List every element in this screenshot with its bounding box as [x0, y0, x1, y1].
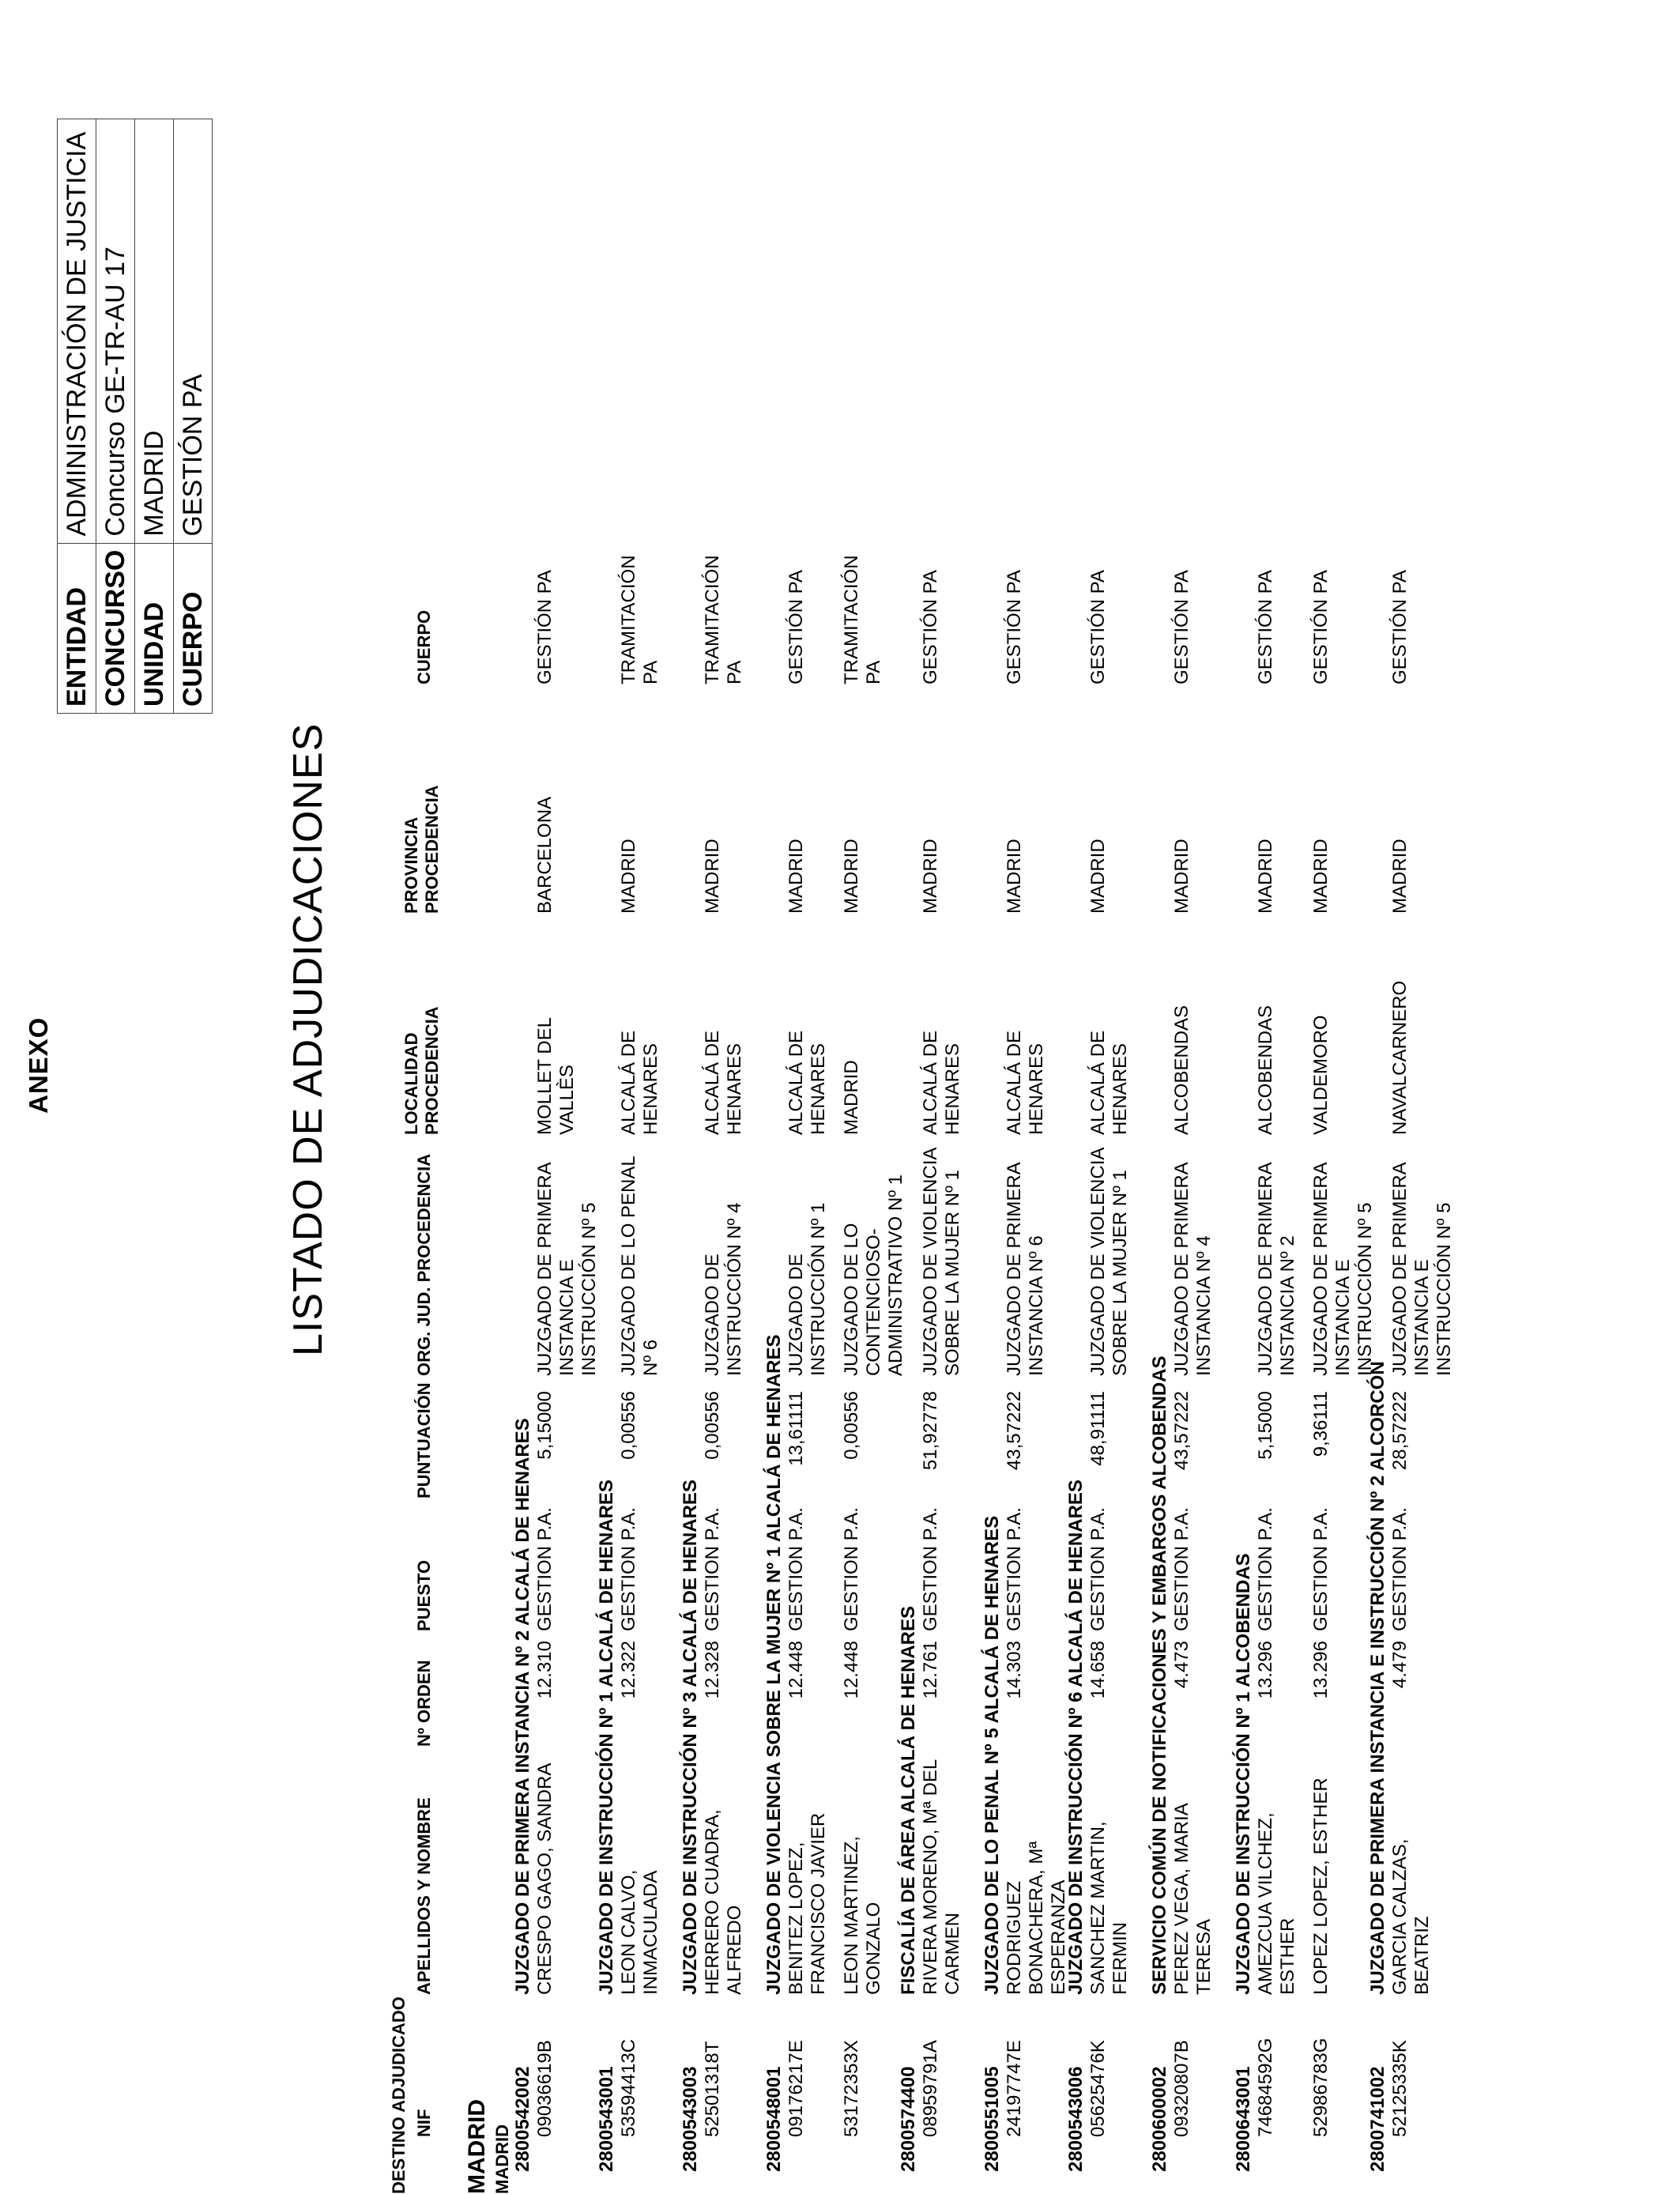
- cell-nombre: HERRERO CUADRA, ALFREDO: [702, 1809, 745, 1995]
- cell-org: JUZGADO DE LO PENAL Nº 6: [618, 1156, 661, 1376]
- cell-puesto: GESTION P.A.: [841, 1507, 862, 1631]
- cell-puntuacion: 13,61111: [785, 1391, 807, 1466]
- cell-localidad: ALCOBENDAS: [1171, 1005, 1192, 1135]
- cell-localidad: ALCALÁ DE HENARES: [618, 1030, 661, 1135]
- cell-nif: 52986783G: [1310, 2038, 1332, 2137]
- col-header-orden: Nº ORDEN: [414, 1660, 434, 1747]
- cell-org: JUZGADO DE INSTRUCCIÓN Nº 4: [702, 1202, 745, 1376]
- col-header-nif: NIF: [414, 2109, 434, 2137]
- destination-code: 2800643001: [1233, 2066, 1254, 2172]
- cell-org: JUZGADO DE PRIMERA INSTANCIA Nº 2: [1255, 1163, 1298, 1376]
- cell-orden: 12.322: [618, 1641, 639, 1699]
- cell-orden: 4.473: [1171, 1641, 1192, 1689]
- cell-nombre: LOPEZ LOPEZ, ESTHER: [1310, 1777, 1332, 1995]
- cell-org: JUZGADO DE VIOLENCIA SOBRE LA MUJER Nº 1: [1087, 1148, 1131, 1376]
- cell-orden: 4.479: [1389, 1641, 1411, 1689]
- cell-orden: 12.761: [920, 1641, 941, 1699]
- cell-nif: 09176217E: [785, 2040, 807, 2137]
- destination-code: 2800741002: [1367, 2066, 1388, 2172]
- cell-puesto: GESTION P.A.: [1310, 1507, 1332, 1631]
- cell-provincia: MADRID: [1171, 839, 1192, 914]
- cell-puntuacion: 5,15000: [1255, 1391, 1276, 1460]
- cell-puntuacion: 0,00556: [702, 1391, 723, 1460]
- cell-nif: 09320807B: [1171, 2040, 1192, 2137]
- info-key: UNIDAD: [135, 543, 174, 713]
- cell-localidad: ALCALÁ DE HENARES: [1004, 1030, 1047, 1135]
- destination-name: JUZGADO DE LO PENAL Nº 5 ALCALÁ DE HENARES: [981, 1515, 1003, 1995]
- info-table: [57, 119, 213, 714]
- cell-localidad: ALCALÁ DE HENARES: [1087, 1030, 1131, 1135]
- cell-provincia: MADRID: [785, 839, 807, 914]
- cell-org: JUZGADO DE PRIMERA INSTANCIA E INSTRUCCIÓN Nº 5: [1310, 1163, 1376, 1376]
- cell-nif: 24197747E: [1004, 2040, 1025, 2137]
- info-key: CUERPO: [174, 543, 213, 713]
- cell-cuerpo: GESTIÓN PA: [1255, 570, 1276, 684]
- cell-org: JUZGADO DE PRIMERA INSTANCIA Nº 6: [1004, 1163, 1047, 1376]
- destination-code: 2800543006: [1065, 2066, 1087, 2172]
- cell-nif: 08959791A: [920, 2040, 941, 2137]
- destination-name: JUZGADO DE VIOLENCIA SOBRE LA MUJER Nº 1 ALCALÁ DE HENARES: [763, 1334, 785, 1995]
- cell-puesto: GESTION P.A.: [702, 1507, 723, 1631]
- cell-orden: 14.303: [1004, 1641, 1025, 1699]
- cell-puntuacion: 48,91111: [1087, 1391, 1109, 1466]
- info-value: GESTIÓN PA: [174, 119, 213, 543]
- sub-province-heading: MADRID: [492, 2124, 512, 2194]
- cell-org: JUZGADO DE PRIMERA INSTANCIA E INSTRUCCIÓN Nº 5: [534, 1163, 600, 1376]
- col-header-cuerpo: CUERPO: [414, 609, 434, 684]
- cell-provincia: MADRID: [920, 839, 941, 914]
- col-header-puntuacion: PUNTUACIÓN: [414, 1382, 434, 1498]
- info-value: MADRID: [135, 119, 174, 543]
- cell-provincia: MADRID: [1004, 839, 1025, 914]
- cell-puesto: GESTION P.A.: [1255, 1507, 1276, 1631]
- info-key: ENTIDAD: [58, 543, 96, 713]
- cell-orden: 14.658: [1087, 1641, 1109, 1699]
- cell-org: JUZGADO DE LO CONTENCIOSO-ADMINISTRATIVO Nº 1: [841, 1174, 906, 1376]
- col-header-nombre: APELLIDOS Y NOMBRE: [414, 1797, 434, 1995]
- cell-localidad: VALDEMORO: [1310, 1015, 1332, 1135]
- cell-provincia: MADRID: [1255, 839, 1276, 914]
- destination-code: 2800574400: [898, 2066, 919, 2172]
- cell-cuerpo: GESTIÓN PA: [785, 570, 807, 684]
- destination-code: 2800542002: [512, 2066, 533, 2172]
- destination-code: 2800548001: [763, 2066, 785, 2172]
- info-value: Concurso GE-TR-AU 17: [96, 119, 135, 543]
- cell-org: JUZGADO DE VIOLENCIA SOBRE LA MUJER Nº 1: [920, 1148, 963, 1376]
- cell-cuerpo: GESTIÓN PA: [534, 570, 556, 684]
- cell-cuerpo: GESTIÓN PA: [1171, 570, 1192, 684]
- cell-cuerpo: TRAMITACIÓN PA: [702, 555, 745, 684]
- cell-puntuacion: 51,92778: [920, 1391, 941, 1471]
- cell-nombre: RIVERA MORENO, Mª DEL CARMEN: [920, 1759, 963, 1995]
- cell-cuerpo: GESTIÓN PA: [1310, 570, 1332, 684]
- col-header-localidad: LOCALIDAD PROCEDENCIA: [401, 1006, 442, 1135]
- destination-name: JUZGADO DE PRIMERA INSTANCIA E INSTRUCCIÓN Nº 2 ALCORCÓN: [1367, 1361, 1388, 1995]
- cell-localidad: ALCALÁ DE HENARES: [920, 1030, 963, 1135]
- province-heading: MADRID: [464, 2099, 490, 2194]
- destination-name: JUZGADO DE PRIMERA INSTANCIA Nº 2 ALCALÁ DE HENARES: [512, 1418, 533, 1995]
- cell-puntuacion: 0,00556: [618, 1391, 639, 1460]
- info-value: ADMINISTRACIÓN DE JUSTICIA: [58, 119, 96, 543]
- cell-orden: 12.310: [534, 1641, 556, 1699]
- cell-nif: 52125335K: [1389, 2040, 1411, 2137]
- cell-provincia: MADRID: [841, 839, 862, 914]
- cell-nif: 53594413C: [618, 2038, 639, 2137]
- cell-puesto: GESTION P.A.: [1389, 1507, 1411, 1631]
- info-row-unidad: [135, 119, 174, 713]
- destination-name: SERVICIO COMÚN DE NOTIFICACIONES Y EMBARGOS ALCOBENDAS: [1149, 1355, 1170, 1995]
- cell-puesto: GESTION P.A.: [1171, 1507, 1192, 1631]
- cell-nif: 74684592G: [1255, 2038, 1276, 2137]
- cell-cuerpo: TRAMITACIÓN PA: [841, 555, 884, 684]
- destination-name: JUZGADO DE INSTRUCCIÓN Nº 6 ALCALÁ DE HENARES: [1065, 1480, 1087, 1995]
- destination-name: JUZGADO DE INSTRUCCIÓN Nº 1 ALCALÁ DE HENARES: [596, 1480, 617, 1995]
- destination-name: JUZGADO DE INSTRUCCIÓN Nº 1 ALCOBENDAS: [1233, 1553, 1254, 1995]
- col-header-org: ORG. JUD. PROCEDENCIA: [414, 1153, 434, 1376]
- cell-localidad: ALCALÁ DE HENARES: [785, 1030, 829, 1135]
- cell-cuerpo: GESTIÓN PA: [920, 570, 941, 684]
- cell-orden: 12.328: [702, 1641, 723, 1699]
- cell-nombre: CRESPO GAGO, SANDRA: [534, 1762, 556, 1995]
- cell-provincia: MADRID: [1310, 839, 1332, 914]
- cell-puesto: GESTION P.A.: [618, 1507, 639, 1631]
- cell-org: JUZGADO DE INSTRUCCIÓN Nº 1: [785, 1202, 829, 1376]
- cell-org: JUZGADO DE PRIMERA INSTANCIA E INSTRUCCIÓN Nº 5: [1389, 1163, 1455, 1376]
- cell-provincia: MADRID: [618, 839, 639, 914]
- annex-title: ANEXO: [24, 1016, 53, 1114]
- cell-nif: 52501318T: [702, 2041, 723, 2137]
- info-row-entidad: [58, 119, 96, 713]
- cell-orden: 12.448: [841, 1641, 862, 1699]
- cell-localidad: NAVALCARNERO: [1389, 980, 1411, 1135]
- cell-provincia: MADRID: [1389, 839, 1411, 914]
- destination-name: JUZGADO DE INSTRUCCIÓN Nº 3 ALCALÁ DE HENARES: [680, 1480, 701, 1995]
- cell-puesto: GESTION P.A.: [1087, 1507, 1109, 1631]
- cell-nif: 53172353X: [841, 2040, 862, 2137]
- info-key: CONCURSO: [96, 543, 135, 713]
- cell-puntuacion: 9,36111: [1310, 1391, 1332, 1457]
- listing-title: LISTADO DE ADJUDICACIONES: [285, 722, 331, 1356]
- info-row-cuerpo: [174, 119, 213, 713]
- cell-provincia: BARCELONA: [534, 796, 556, 914]
- cell-nif: 09036619B: [534, 2040, 556, 2137]
- cell-cuerpo: TRAMITACIÓN PA: [618, 555, 661, 684]
- cell-nombre: BENITEZ LOPEZ, FRANCISCO JAVIER: [785, 1812, 829, 1995]
- cell-orden: 13.296: [1255, 1641, 1276, 1699]
- col-header-provincia: PROVINCIA PROCEDENCIA: [401, 785, 442, 914]
- cell-cuerpo: GESTIÓN PA: [1389, 570, 1411, 684]
- cell-puesto: GESTION P.A.: [534, 1507, 556, 1631]
- info-row-concurso: [96, 119, 135, 713]
- cell-puntuacion: 43,57222: [1171, 1391, 1192, 1471]
- cell-nif: 05625476K: [1087, 2040, 1109, 2137]
- cell-puesto: GESTION P.A.: [1004, 1507, 1025, 1631]
- cell-nombre: RODRIGUEZ BONACHERA, Mª ESPERANZA: [1004, 1841, 1069, 1995]
- destination-code: 2800543001: [596, 2066, 617, 2172]
- cell-nombre: SANCHEZ MARTIN, FERMIN: [1087, 1821, 1131, 1995]
- cell-puntuacion: 28,57222: [1389, 1391, 1411, 1471]
- col-header-puesto: PUESTO: [414, 1559, 434, 1631]
- cell-cuerpo: GESTIÓN PA: [1087, 570, 1109, 684]
- cell-puntuacion: 43,57222: [1004, 1391, 1025, 1471]
- cell-orden: 12.448: [785, 1641, 807, 1699]
- cell-localidad: ALCOBENDAS: [1255, 1005, 1276, 1135]
- cell-cuerpo: GESTIÓN PA: [1004, 570, 1025, 684]
- col-header-destino: DESTINO ADJUDICADO: [389, 1996, 409, 2194]
- destination-code: 2800600002: [1149, 2066, 1170, 2172]
- cell-nombre: AMEZCUA VILCHEZ, ESTHER: [1255, 1812, 1298, 1995]
- cell-localidad: MADRID: [841, 1060, 862, 1135]
- cell-nombre: LEON CALVO, INMACULADA: [618, 1869, 661, 1995]
- cell-localidad: ALCALÁ DE HENARES: [702, 1030, 745, 1135]
- cell-puesto: GESTION P.A.: [785, 1507, 807, 1631]
- cell-puntuacion: 5,15000: [534, 1391, 556, 1460]
- cell-nombre: GARCIA CALZAS, BEATRIZ: [1389, 1838, 1433, 1995]
- cell-provincia: MADRID: [702, 839, 723, 914]
- destination-name: FISCALÍA DE ÁREA ALCALÁ DE HENARES: [898, 1605, 919, 1995]
- destination-code: 2800543003: [680, 2066, 701, 2172]
- cell-puesto: GESTION P.A.: [920, 1507, 941, 1631]
- cell-orden: 13.296: [1310, 1641, 1332, 1699]
- destination-code: 2800551005: [981, 2066, 1003, 2172]
- cell-nombre: LEON MARTINEZ, GONZALO: [841, 1836, 884, 1995]
- cell-localidad: MOLLET DEL VALLÈS: [534, 1017, 578, 1135]
- cell-provincia: MADRID: [1087, 839, 1109, 914]
- cell-puntuacion: 0,00556: [841, 1391, 862, 1460]
- cell-nombre: PEREZ VEGA, MARIA TERESA: [1171, 1804, 1215, 1995]
- cell-org: JUZGADO DE PRIMERA INSTANCIA Nº 4: [1171, 1163, 1215, 1376]
